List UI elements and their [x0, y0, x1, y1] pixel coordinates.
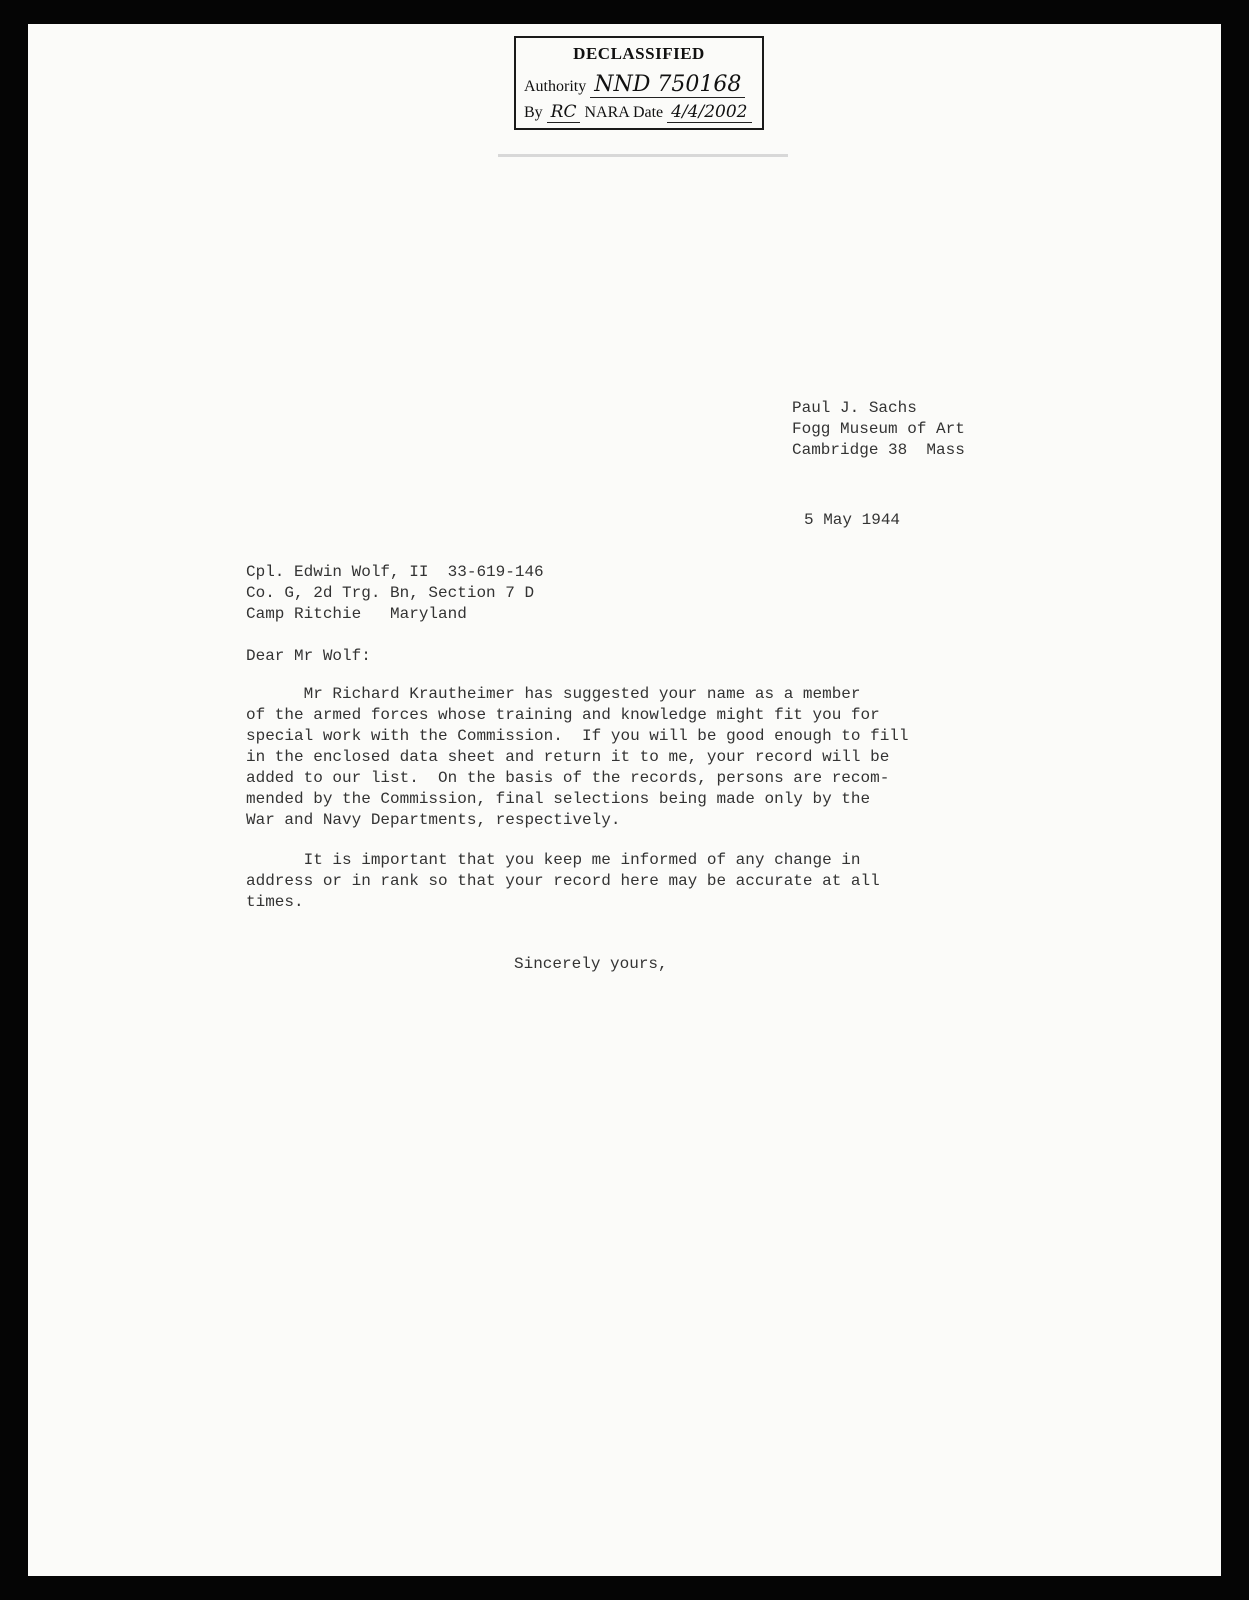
nara-date-label: NARA Date [584, 104, 664, 121]
document-page [28, 24, 1221, 1576]
by-label: By [524, 104, 543, 121]
recipient-line-1: Cpl. Edwin Wolf, II 33-619-146 [246, 563, 544, 581]
sender-city: Cambridge 38 Mass [792, 441, 965, 459]
recipient-line-2: Co. G, 2d Trg. Bn, Section 7 D [246, 584, 535, 602]
body-paragraph-2 [246, 850, 880, 913]
recipient-line-3: Camp Ritchie Maryland [246, 605, 467, 623]
declassified-stamp [514, 36, 764, 130]
paragraph-line: address or in rank so that your record here may be accurate at all [246, 872, 880, 890]
sender-institution: Fogg Museum of Art [792, 420, 965, 438]
paragraph-line: in the enclosed data sheet and return it to me, your record will be [246, 748, 890, 766]
paragraph-line: special work with the Commission. If you will be good enough to fill [246, 727, 909, 745]
stamp-shadow-divider [498, 154, 788, 157]
stamp-authority-row [524, 72, 745, 97]
closing: Sincerely yours, [514, 955, 668, 973]
paragraph-line: It is important that you keep me informed of any change in [246, 851, 861, 869]
paragraph-line: of the armed forces whose training and knowledge might fit you for [246, 706, 880, 724]
letter-date: 5 May 1944 [804, 511, 901, 529]
authority-value: NND 750168 [590, 72, 745, 98]
nara-date-value: 4/4/2002 [667, 102, 751, 123]
stamp-by-row [524, 102, 752, 122]
paragraph-line: times. [246, 893, 304, 911]
authority-label: Authority [524, 78, 587, 95]
salutation: Dear Mr Wolf: [246, 647, 371, 665]
body-paragraph-1 [246, 684, 909, 831]
paragraph-line: mended by the Commission, final selections being made only by the [246, 790, 871, 808]
by-initials: RC [547, 102, 581, 123]
paragraph-line: War and Navy Departments, respectively. [246, 811, 621, 829]
stamp-heading: DECLASSIFIED [573, 44, 705, 63]
paragraph-line: added to our list. On the basis of the records, persons are recom- [246, 769, 890, 787]
sender-name: Paul J. Sachs [792, 399, 917, 417]
paragraph-line: Mr Richard Krautheimer has suggested your name as a member [246, 685, 861, 703]
